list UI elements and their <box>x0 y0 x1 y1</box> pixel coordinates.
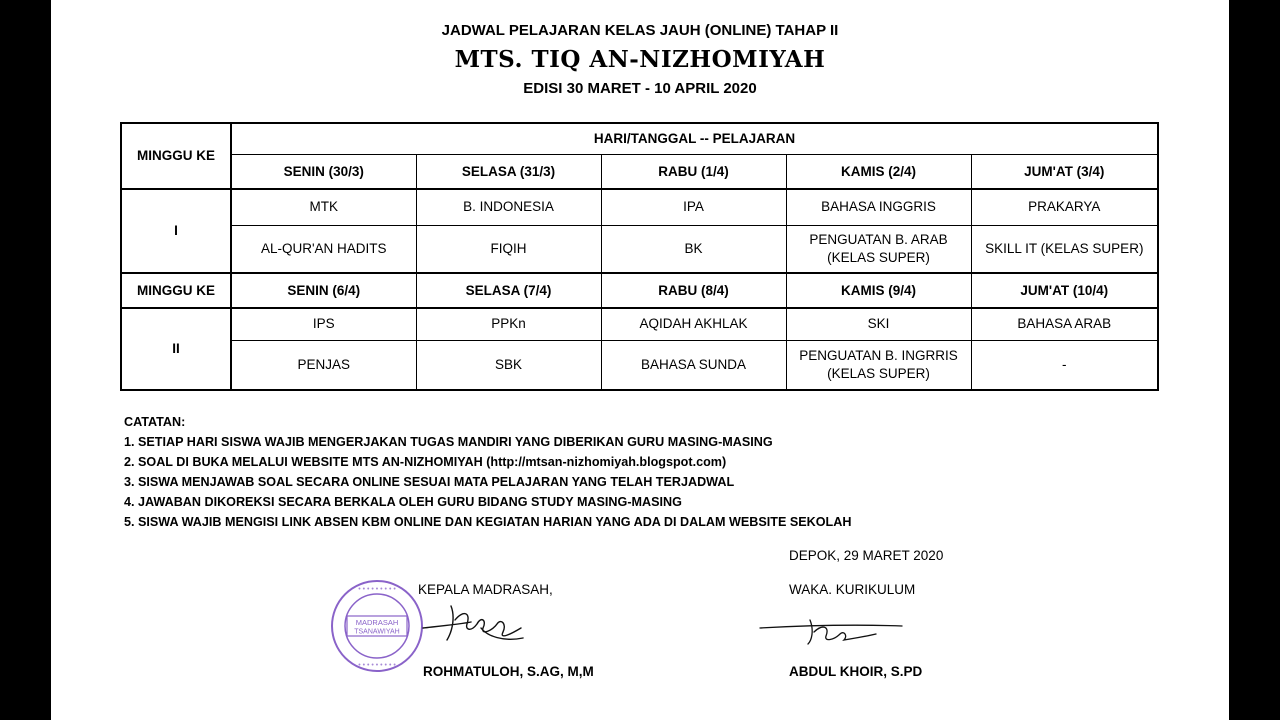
note-item: 3. SISWA MENJAWAB SOAL SECARA ONLINE SESUAI MATA PELAJARAN YANG TELAH TERJADWAL <box>124 475 735 489</box>
subject-cell: SKILL IT (KELAS SUPER) <box>971 225 1158 273</box>
note-item: 4. JAWABAN DIKOREKSI SECARA BERKALA OLEH GURU BIDANG STUDY MASING-MASING <box>124 495 682 509</box>
svg-text:MADRASAH: MADRASAH <box>355 618 399 627</box>
signature-waka <box>756 610 906 650</box>
subject-cell: PENGUATAN B. INGRRIS (KELAS SUPER) <box>786 340 971 390</box>
subject-cell: BAHASA INGGRIS <box>786 189 971 225</box>
day-header: SENIN (6/4) <box>231 273 416 307</box>
subject-cell: IPA <box>601 189 786 225</box>
edition: EDISI 30 MARET - 10 APRIL 2020 <box>523 80 757 97</box>
day-header: SENIN (30/3) <box>231 155 416 189</box>
week-label: II <box>121 308 231 391</box>
notes-section <box>124 412 851 532</box>
day-header: JUM'AT (10/4) <box>971 273 1158 307</box>
subject-cell: PENGUATAN B. ARAB (KELAS SUPER) <box>786 225 971 273</box>
note-item: 2. SOAL DI BUKA MELALUI WEBSITE MTS AN-NIZHOMIYAH (http://mtsan-nizhomiyah.blogspot.com) <box>124 455 727 469</box>
signature-kepala <box>411 598 531 648</box>
subject-cell: BK <box>601 225 786 273</box>
subject-cell: MTK <box>231 189 416 225</box>
notes-title: CATATAN: <box>124 415 186 429</box>
subject-cell: SKI <box>786 308 971 341</box>
day-header: KAMIS (2/4) <box>786 155 971 189</box>
day-header: RABU (1/4) <box>601 155 786 189</box>
day-header: SELASA (31/3) <box>416 155 601 189</box>
document-page <box>51 0 1229 720</box>
school-name: MTS. TIQ AN-NIZHOMIYAH <box>454 46 826 73</box>
schedule-table <box>120 122 1159 391</box>
day-header: SELASA (7/4) <box>416 273 601 307</box>
kepala-title: KEPALA MADRASAH, <box>418 582 553 597</box>
subject-cell: SBK <box>416 340 601 390</box>
subject-cell: AQIDAH AKHLAK <box>601 308 786 341</box>
svg-text:• • • • • • • • •: • • • • • • • • • <box>358 586 396 593</box>
subject-cell: B. INDONESIA <box>416 189 601 225</box>
waka-name: ABDUL KHOIR, S.PD <box>789 664 923 679</box>
minggu-ke-header: MINGGU KE <box>121 273 231 307</box>
svg-text:• • • • • • • • •: • • • • • • • • • <box>358 662 396 669</box>
day-header: JUM'AT (3/4) <box>971 155 1158 189</box>
subject-cell: - <box>971 340 1158 390</box>
note-item: 5. SISWA WAJIB MENGISI LINK ABSEN KBM ONLINE DAN KEGIATAN HARIAN YANG ADA DI DALAM WEBSITE SEKOLAH <box>124 515 852 529</box>
doc-title: JADWAL PELAJARAN KELAS JAUH (ONLINE) TAHAP II <box>441 22 839 39</box>
minggu-ke-header: MINGGU KE <box>121 123 231 189</box>
group-header: HARI/TANGGAL -- PELAJARAN <box>231 123 1158 155</box>
subject-cell: FIQIH <box>416 225 601 273</box>
kepala-name: ROHMATULOH, S.AG, M,M <box>423 664 594 679</box>
subject-cell: IPS <box>231 308 416 341</box>
subject-cell: PENJAS <box>231 340 416 390</box>
subject-cell: AL-QUR'AN HADITS <box>231 225 416 273</box>
day-header: RABU (8/4) <box>601 273 786 307</box>
subject-cell: BAHASA SUNDA <box>601 340 786 390</box>
note-item: 1. SETIAP HARI SISWA WAJIB MENGERJAKAN TUGAS MANDIRI YANG DIBERIKAN GURU MASING-MASING <box>124 435 773 449</box>
waka-title: WAKA. KURIKULUM <box>789 582 916 597</box>
subject-cell: BAHASA ARAB <box>971 308 1158 341</box>
day-header: KAMIS (9/4) <box>786 273 971 307</box>
subject-cell: PRAKARYA <box>971 189 1158 225</box>
subject-cell: PPKn <box>416 308 601 341</box>
svg-text:TSANAWIYAH: TSANAWIYAH <box>354 628 400 636</box>
week-label: I <box>121 189 231 274</box>
place-date: DEPOK, 29 MARET 2020 <box>789 548 944 563</box>
